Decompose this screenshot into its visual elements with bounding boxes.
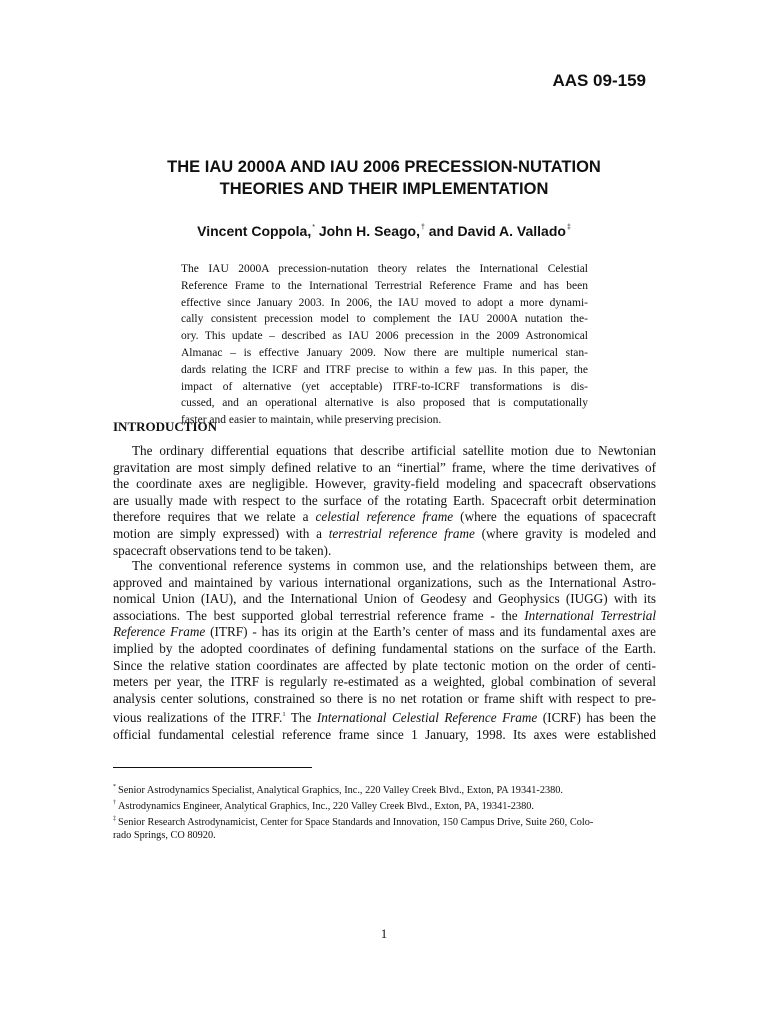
title-line: THEORIES AND THEIR IMPLEMENTATION [219,180,549,198]
body-paragraph [113,443,656,559]
abstract-line: The IAU 2000A precession-nutation theory relates the International Celestial [181,263,588,275]
footnote-marker: ‡ [566,224,571,231]
abstract-line: impact of alternative (yet acceptable) ITRF-to-ICRF transformations is dis- [181,380,588,393]
paragraph-line: The ordinary differential equations that describe artificial satellite motion due to Newtonian [132,443,656,458]
footnote-text: rado Springs, CO 80920. [113,830,216,841]
paragraph-line: The conventional reference systems in common use, and the relationships between them, are [132,558,656,573]
footnote [113,813,658,829]
abstract-line: effective since January 2003. In 2006, the IAU moved to adopt a more dynami- [181,296,588,309]
author-name: John H. Seago, [314,223,420,239]
footnote-text: Astrodynamics Engineer, Analytical Graphics, Inc., 220 Valley Creek Blvd., Exton, PA, 19341-2380. [118,801,534,812]
abstract-line: dards relating the ICRF and ITRF precise to within a few µas. In this paper, the [181,363,588,376]
abstract [181,261,588,429]
italic-term: Reference Frame [113,624,206,640]
paragraph-line: spacecraft observations tend to be taken). [113,542,332,558]
paper-identifier: AAS 09-159 [552,71,646,90]
footnote-marker: * [312,224,315,231]
paragraph-line [113,608,656,625]
title-line: THE IAU 2000A AND IAU 2006 PRECESSION-NUTATION [167,158,601,176]
footnotes [113,781,658,842]
paragraph-line [113,526,656,543]
abstract-line: ory. This update – described as IAU 2006 precession in the 2009 Astronomical [181,330,588,343]
paragraph-line: analysis center solutions, constrained so there is no net rotation or frame shift with respect to pre- [113,690,656,706]
text-run: associations. The best supported global terrestrial reference frame - the [113,607,525,623]
author-name: and David A. Vallado [424,223,566,239]
text-run: (where gravity is modeled and [474,525,656,541]
footnote-reference: 1 [282,711,286,719]
paragraph-line: gravitation are most simply defined relative to an “inertial” frame, where the time derivatives of [113,459,656,475]
author-name: Vincent Coppola, [197,223,312,239]
paragraph-line [113,509,656,526]
author-list [120,219,648,240]
footnote-marker: * [113,784,116,790]
footnote-marker: † [420,224,425,231]
abstract-line: faster and easier to maintain, while preserving precision. [181,414,442,427]
abstract-line: Almanac – is effective January 2009. Now there are multiple numerical stan- [181,346,588,359]
text-run: therefore requires that we relate a [113,509,316,525]
page-number: 1 [380,926,388,941]
footnote-text: Senior Research Astrodynamicist, Center for Space Standards and Innovation, 150 Campus Drive, Suite 260, Colo- [118,817,594,828]
section-heading: INTRODUCTION [113,419,218,434]
text-run: The [285,710,317,726]
paragraph-line: are usually made with respect to the surface of the rotating Earth. Spacecraft orbit determination [113,492,656,508]
text-run: (where the equations of spacecraft [453,509,656,525]
paragraph-line: implied by the adopted coordinates of defining fundamental stations on the surface of the Earth. [113,640,656,656]
paragraph-line: nomical Union (IAU), and the International Union of Geodesy and Geophysics (IUGG) with its [113,591,656,607]
paragraph-line [113,624,656,641]
paragraph-line: meters per year, the ITRF is regularly re-estimated as a weighted, global combination of several [113,674,656,690]
italic-term: terrestrial reference frame [328,525,475,541]
footnote-divider [113,767,312,768]
footnote-text: Senior Astrodynamics Specialist, Analytical Graphics, Inc., 220 Valley Creek Blvd., Exton, PA 19341-2380. [118,785,564,796]
paragraph-line: Since the relative station coordinates are affected by plate tectonic motion on the order of centi- [113,657,656,673]
italic-term: International Terrestrial [524,607,656,623]
paragraph-line: the coordinate axes are negligible. However, gravity-field modeling and spacecraft observations [113,476,656,492]
paper-title [120,156,648,200]
paragraph-line [113,707,656,727]
footnote [113,797,658,813]
text-run: vious realizations of the ITRF. [113,710,283,726]
body-paragraph [113,558,656,744]
italic-term: International Celestial Reference Frame [316,710,538,726]
italic-term: celestial reference frame [315,509,454,525]
footnote [113,781,658,797]
paragraph-line: official fundamental celestial reference frame since 1 January, 1998. Its axes were established [113,726,656,742]
abstract-line: cally consistent precession model to complement the IAU 2000A nutation the- [181,313,588,326]
abstract-line: cussed, and an operational alternative is also proposed that is computationally [181,397,588,410]
text-run: (ICRF) has been the [537,710,657,726]
footnote-marker: ‡ [113,816,116,822]
abstract-line: Reference Frame to the International Terrestrial Reference Frame and has been [181,279,588,292]
footnote [113,829,658,842]
paragraph-line: approved and maintained by various international organizations, such as the International Astro- [113,574,656,590]
text-run: (ITRF) - has its origin at the Earth’s center of mass and its fundamental axes are [205,624,656,640]
footnote-marker: † [113,800,116,806]
text-run: motion are simply expressed) with a [113,525,329,541]
